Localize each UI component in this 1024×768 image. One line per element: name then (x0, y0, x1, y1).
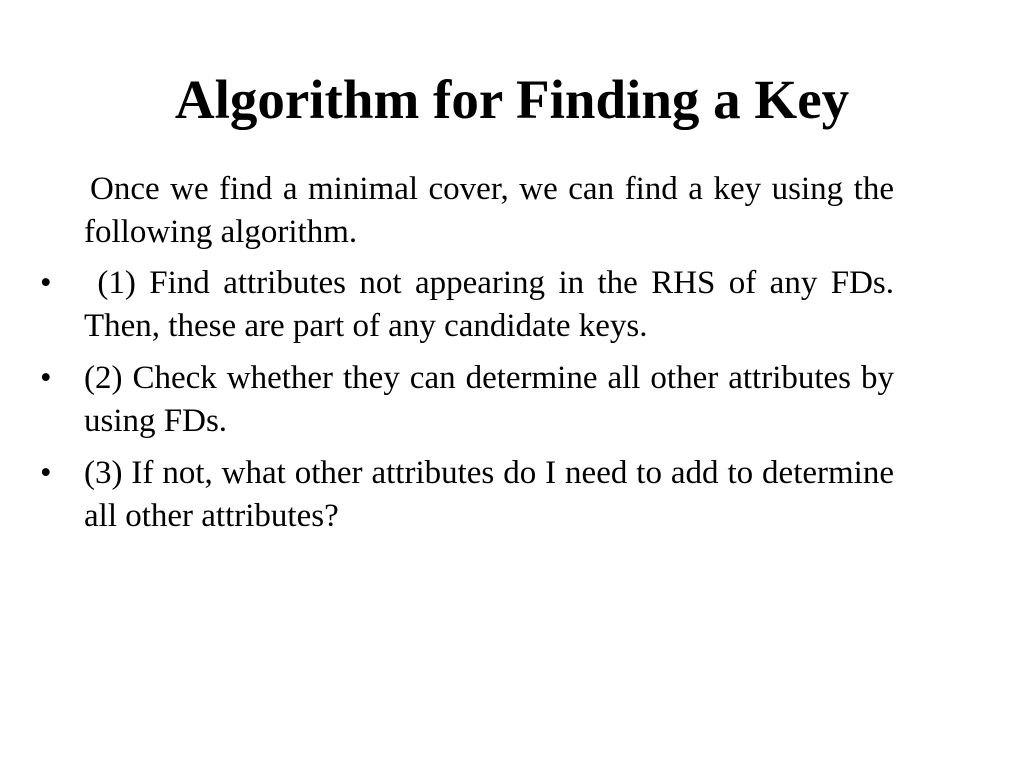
bullet-text: (2) Check whether they can determine all other attributes by using FDs. (84, 360, 894, 439)
slide-title: Algorithm for Finding a Key (174, 69, 850, 130)
bullet-marker: • (40, 455, 52, 491)
bullet-marker: • (40, 360, 52, 396)
slide-body (40, 168, 911, 547)
intro-paragraph: Once we find a minimal cover, we can find a key using the following algorithm. (84, 171, 894, 250)
bullet-text: (1) Find attributes not appearing in the RHS of any FDs. Then, these are part of any candidate keys. (84, 265, 911, 344)
bullet-item-2 (40, 357, 894, 443)
bullet-marker: • (40, 265, 52, 301)
bullet-text: (3) If not, what other attributes do I need to add to determine all other attributes? (84, 455, 894, 534)
bullet-item-3 (40, 452, 894, 538)
bullet-item-1 (40, 262, 911, 348)
